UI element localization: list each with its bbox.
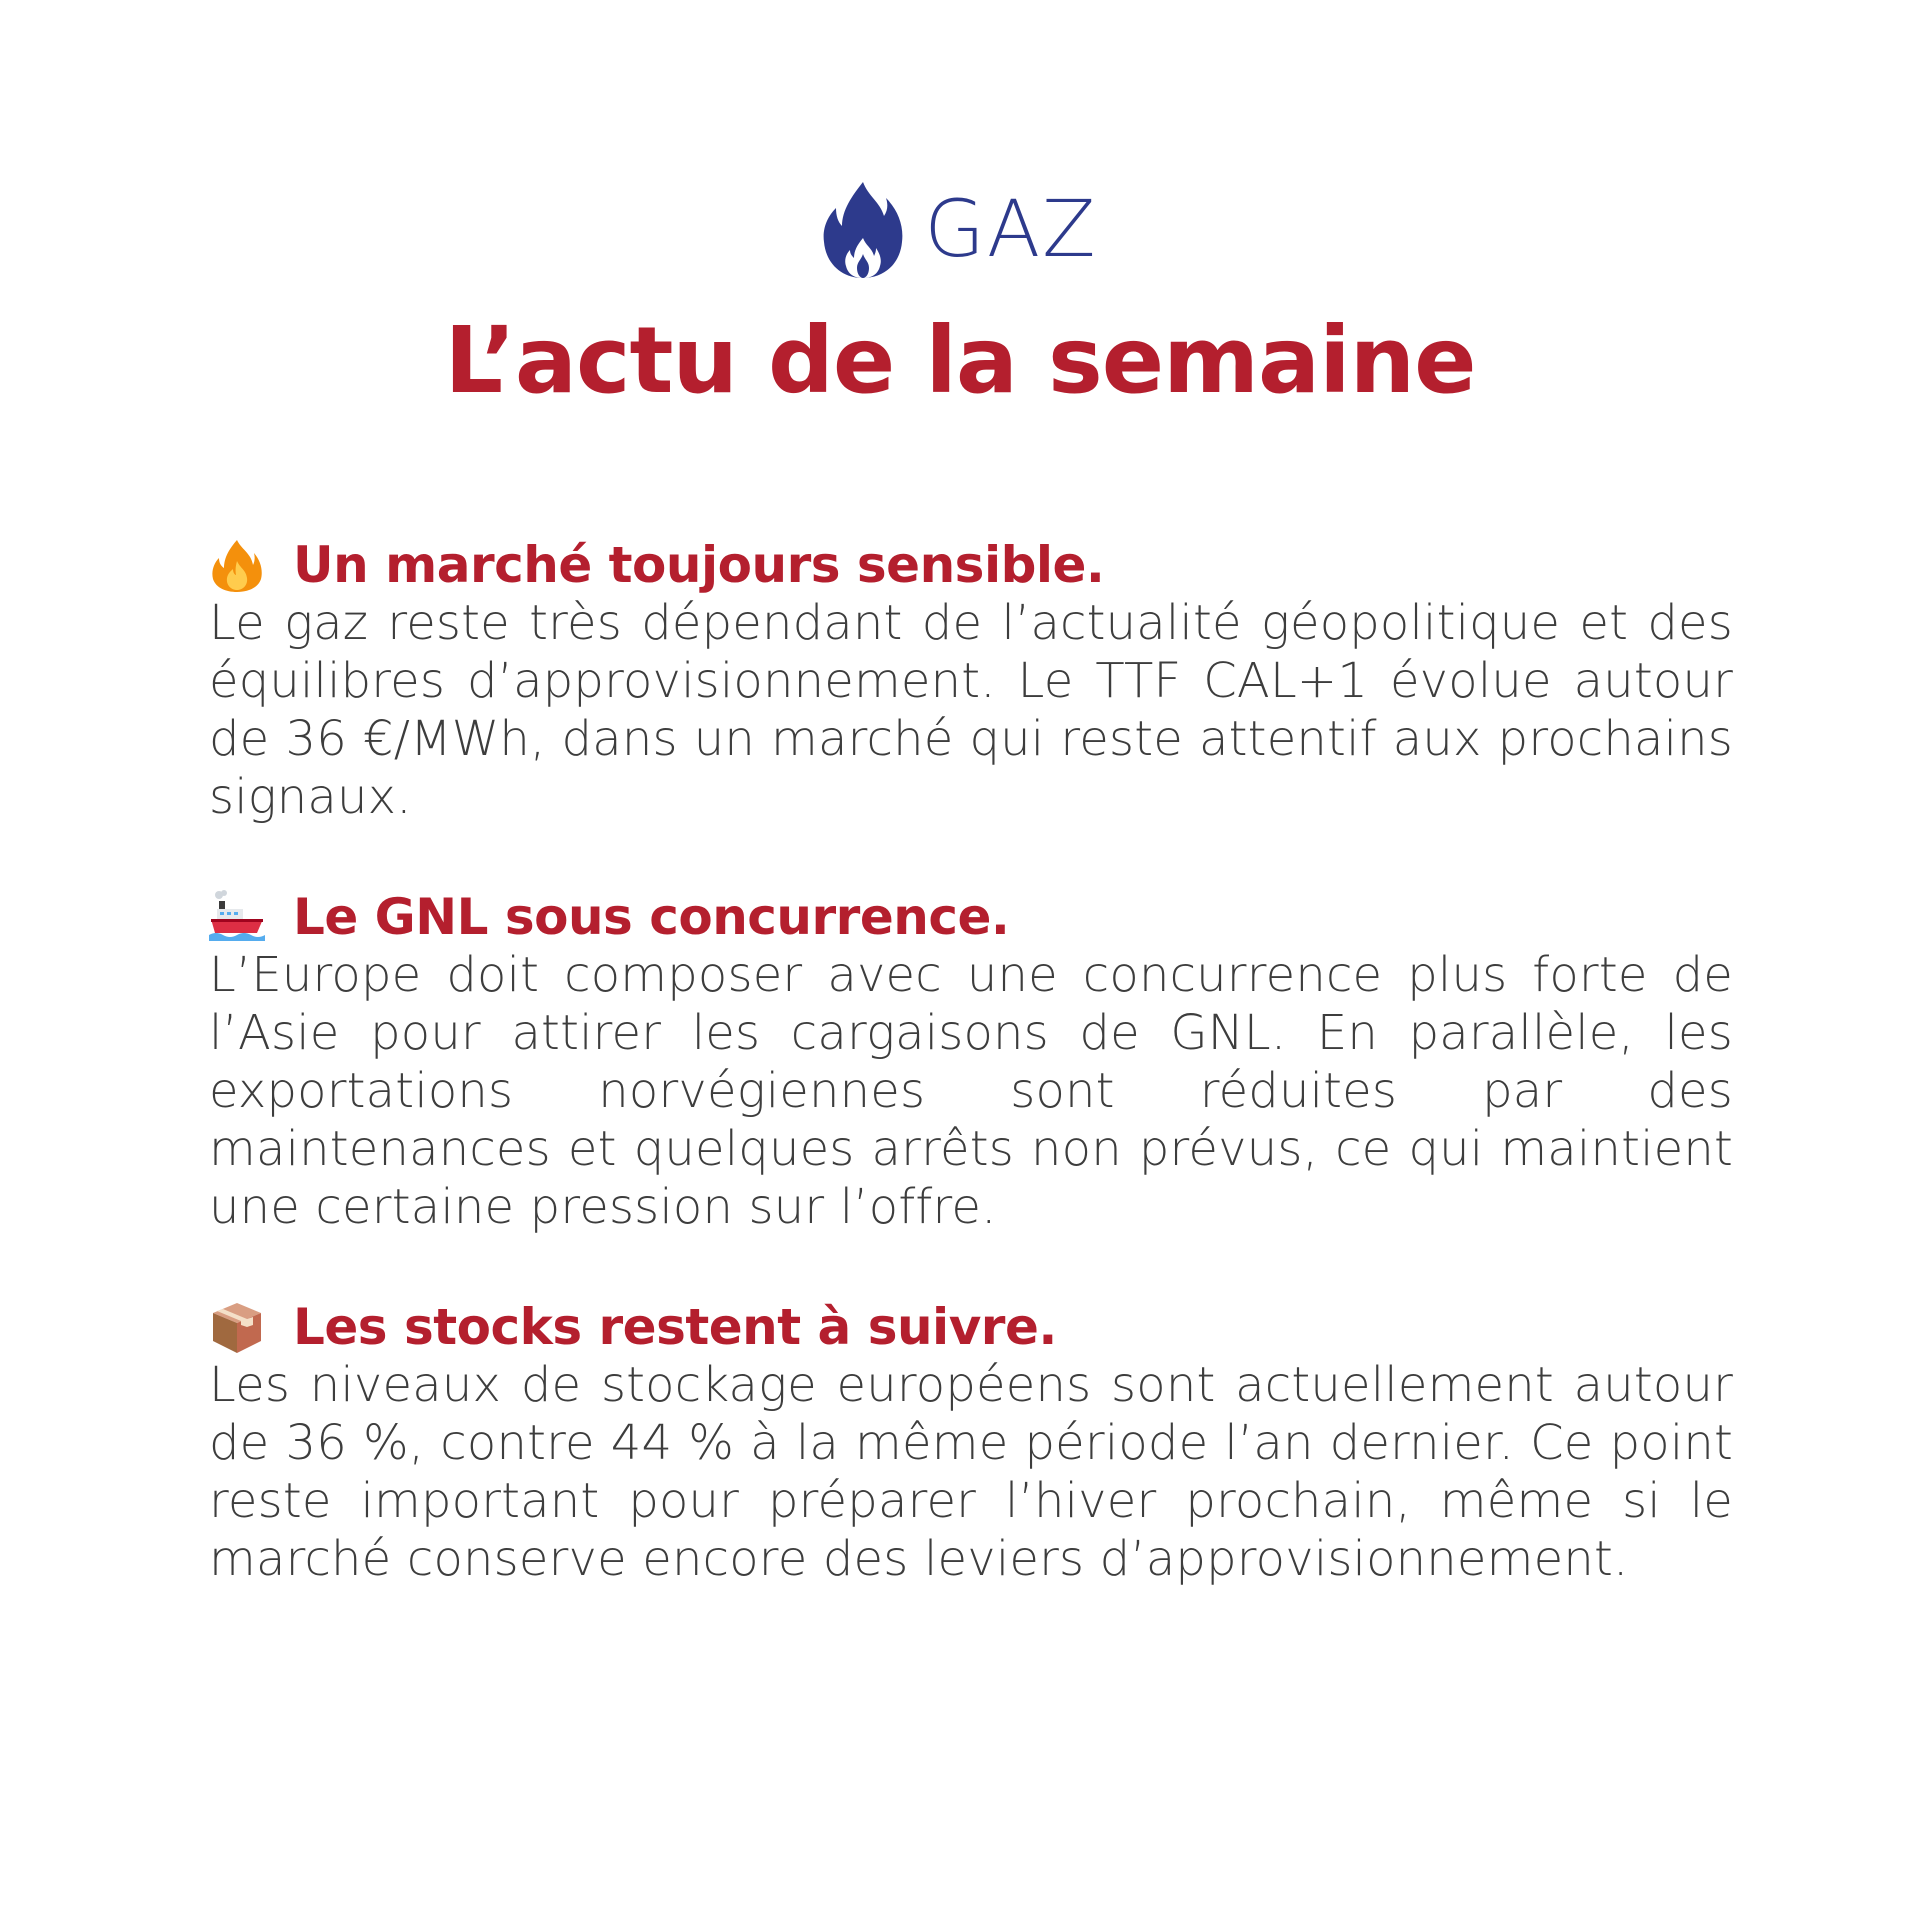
section-heading-text: Un marché toujours sensible.: [293, 536, 1105, 594]
fire-emoji-icon: [209, 537, 265, 593]
section-heading: [209, 532, 1733, 598]
section-heading: [209, 884, 1733, 950]
section-heading-text: Les stocks restent à suivre.: [293, 1298, 1057, 1356]
section-storage: [209, 1294, 1733, 1588]
section-market: [209, 532, 1733, 826]
section-heading: [209, 1294, 1733, 1360]
ship-emoji-icon: [209, 889, 265, 945]
sections-list: [209, 532, 1733, 1646]
section-body: Le gaz reste très dépendant de l’actualité géopolitique et des équilibres d’approvisionnement. Le TTF CAL+1 évolue autour de 36 €/MWh, dans un marché qui reste attentif aux prochains signaux.: [209, 595, 1733, 825]
category-header: [0, 175, 1920, 285]
section-heading-text: Le GNL sous concurrence.: [293, 888, 1010, 946]
page-title: L’actu de la semaine: [444, 307, 1476, 414]
package-emoji-icon: [209, 1299, 265, 1355]
section-body: L’Europe doit composer avec une concurrence plus forte de l’Asie pour attirer les cargaisons de GNL. En parallèle, les exportations norvégiennes sont réduites par des maintenances et quelques arrêts non prévus, ce qui maintient une certaine pression sur l’offre.: [209, 947, 1733, 1235]
flame-icon: [822, 180, 904, 280]
section-body: Les niveaux de stockage européens sont actuellement autour de 36 %, contre 44 % à la même période l’an dernier. Ce point reste important pour préparer l’hiver prochain, même si le marché conserve encore des leviers d’approvisionnement.: [209, 1357, 1733, 1587]
section-lng: [209, 884, 1733, 1236]
category-label: GAZ: [924, 185, 1098, 275]
